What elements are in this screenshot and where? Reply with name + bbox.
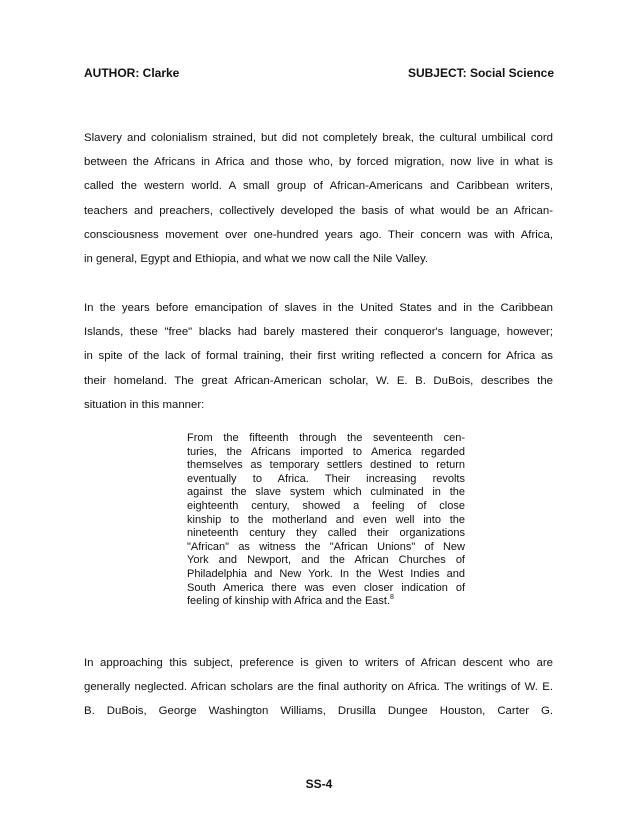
paragraph-line: teachers and preachers, collectively developed the basis of what would be an African- bbox=[84, 204, 553, 217]
paragraph-line: generally neglected. African scholars are the final authority on Africa. The writings of W. E. bbox=[84, 681, 553, 694]
quote-line: nineteenth century they called their organizations bbox=[187, 527, 465, 540]
paragraph-line: in general, Egypt and Ethiopia, and what we now call the Nile Valley. bbox=[84, 253, 429, 266]
quote-line: eventually to Africa. Their increasing revolts bbox=[187, 472, 465, 485]
subject-label: SUBJECT: Social Science bbox=[407, 66, 554, 80]
paragraph-3 bbox=[84, 651, 553, 724]
footnote-marker: 8 bbox=[390, 594, 394, 602]
quote-line: feeling of kinship with Africa and the East. bbox=[187, 595, 391, 608]
paragraph-line: in spite of the lack of formal training, their first writing reflected a concern for Africa as bbox=[84, 350, 553, 363]
quote-line: York and Newport, and the African Churches of bbox=[187, 554, 465, 567]
quote-line: From the fifteenth through the seventeenth cen- bbox=[187, 432, 465, 444]
quote-last-line bbox=[187, 595, 465, 609]
paragraph-line: In approaching this subject, preference is given to writers of African descent who are bbox=[84, 657, 553, 669]
paragraph-1 bbox=[84, 126, 553, 271]
paragraph-line: In the years before emancipation of slaves in the United States and in the Caribbean bbox=[84, 302, 553, 314]
paragraph-line: B. DuBois, George Washington Williams, Drusilla Dungee Houston, Carter G. bbox=[84, 705, 553, 718]
paragraph-line: Slavery and colonialism strained, but did not completely break, the cultural umbilical cord bbox=[84, 132, 553, 144]
paragraph-line: their homeland. The great African-American scholar, W. E. B. DuBois, describes the bbox=[84, 374, 553, 387]
page-number: SS-4 bbox=[305, 777, 333, 791]
author-label: AUTHOR: Clarke bbox=[84, 66, 180, 80]
paragraph-line: Islands, these "free" blacks had barely mastered their conqueror's language, however; bbox=[84, 326, 553, 339]
paragraph-line: consciousness movement over one-hundred years ago. Their concern was with Africa, bbox=[84, 228, 553, 241]
quote-line: Philadelphia and New York. In the West Indies and bbox=[187, 567, 465, 580]
paragraph-line: called the western world. A small group of African-Americans and Caribbean writers, bbox=[84, 180, 553, 193]
page-header bbox=[84, 66, 554, 80]
quote-line: South America there was even closer indication of bbox=[187, 581, 465, 594]
paragraph-line: between the Africans in Africa and those who, by forced migration, now live in what is bbox=[84, 156, 553, 169]
quote-line: "African" as witness the "African Unions" of New bbox=[187, 540, 465, 553]
paragraph-line: situation in this manner: bbox=[84, 398, 205, 411]
quote-line: turies, the Africans imported to America regarded bbox=[187, 445, 465, 458]
paragraph-2 bbox=[84, 296, 553, 417]
quote-line: themselves as temporary settlers destined to return bbox=[187, 459, 465, 472]
quote-line: against the slave system which culminated in the bbox=[187, 486, 465, 499]
quote-line: kinship to the motherland and even well into the bbox=[187, 513, 465, 526]
block-quote bbox=[187, 432, 465, 609]
quote-line: eighteenth century, showed a feeling of close bbox=[187, 499, 465, 512]
